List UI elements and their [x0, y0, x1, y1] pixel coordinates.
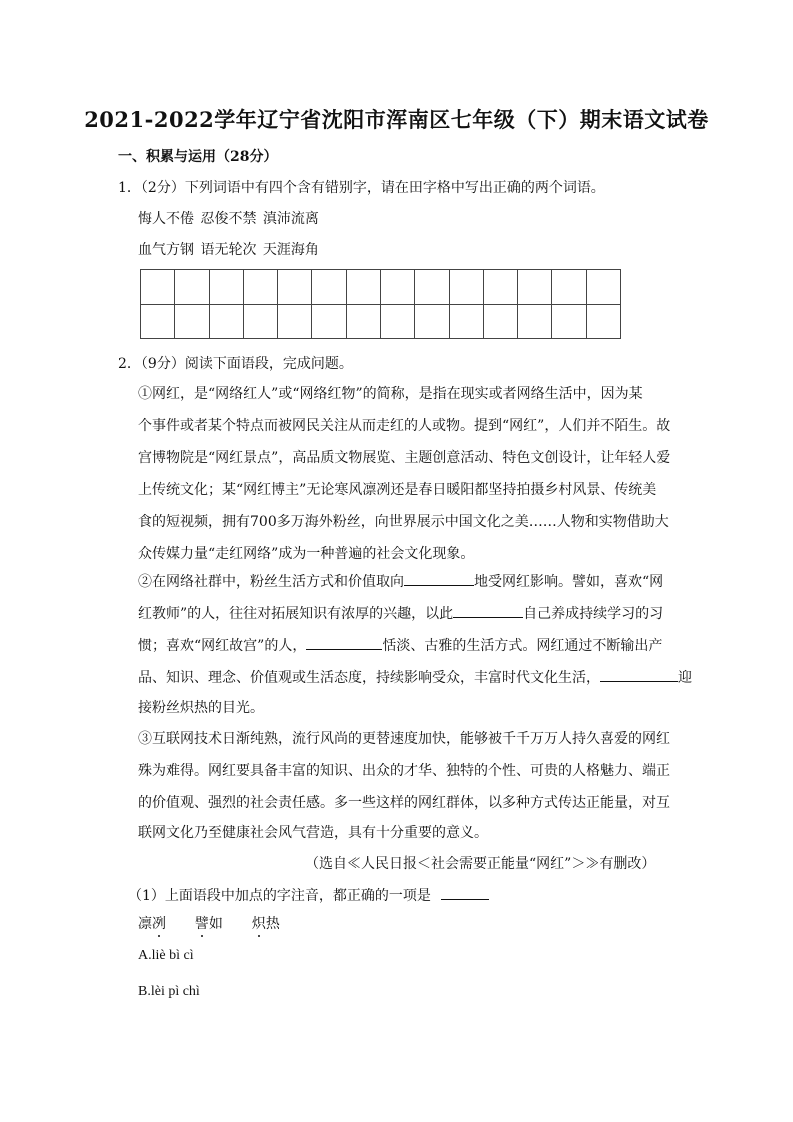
paragraph-2-line: ②在网络社群中，粉丝生活方式和价值取向 地受网红影响。譬如，喜欢“网 [138, 571, 663, 591]
answer-blank[interactable] [404, 571, 474, 586]
paragraph-1-line: 众传媒力量“走红网络”成为一种普遍的社会文化现象。 [138, 546, 475, 562]
section-heading: 一、积累与运用（28分） [118, 149, 278, 165]
subquestion-1: （1）上面语段中加点的字注音，都正确的一项是 [128, 885, 489, 905]
answer-blank[interactable] [453, 603, 523, 618]
paragraph-1-line: ①网红，是“网络红人”或“网络红物”的简称，是指在现实或者网络生活中，因为某 [138, 386, 643, 402]
question-1-words-line-2: 血气方钢 语无轮次 天涯海角 [138, 242, 319, 258]
paragraph-1-line: 宫博物院是“网红景点”，高品质文物展览、主题创意活动、特色文创设计，让年轻人爱 [138, 450, 671, 466]
question-1-words-line-1: 悔人不倦 忍俊不禁 滇沛流离 [138, 211, 319, 227]
paragraph-2-line: 红教师”的人，往往对拓展知识有浓厚的兴趣，以此 自己养成持续学习的习 [138, 603, 663, 623]
paragraph-2-line: 接粉丝炽热的目光。 [138, 700, 264, 716]
paragraph-1-line: 食的短视频，拥有700多万海外粉丝，向世界展示中国文化之美……人物和实物借助大 [138, 514, 669, 530]
source-citation: （选自≪人民日报＜社会需要正能量“网红”＞≫有删改） [305, 856, 656, 872]
dotted-word: 譬如 [194, 916, 223, 932]
option-a[interactable]: A.liè bì cì [138, 948, 194, 963]
paragraph-1-line: 上传统文化；某“网红博主”无论寒风凛冽还是春日暖阳都坚持拍摄乡村风景、传统美 [138, 482, 657, 498]
paragraph-3-line: 的价值观、强烈的社会责任感。多一些这样的网红群体，以多种方式传达正能量，对互 [138, 795, 670, 811]
paragraph-1-line: 个事件或者某个特点而被网民关注从而走红的人或物。提到“网红”，人们并不陌生。故 [138, 418, 671, 434]
paragraph-2-line: 惯；喜欢“网红故宫”的人， 恬淡、古雅的生活方式。网红通过不断输出产 [138, 635, 662, 655]
dotted-words [138, 913, 280, 933]
dotted-word: 凛冽 [138, 916, 166, 932]
answer-blank[interactable] [306, 635, 382, 650]
exam-title: 2021-2022学年辽宁省沈阳市浑南区七年级（下）期末语文试卷 [84, 107, 709, 132]
question-1-stem: 1．（2分）下列词语中有四个含有错别字，请在田字格中写出正确的两个词语。 [118, 180, 605, 196]
dotted-word: 炽热 [251, 916, 280, 932]
tianzige-grid[interactable] [140, 269, 621, 339]
paragraph-3-line: ③互联网技术日渐纯熟，流行风尚的更替速度加快，能够被千千万万人持久喜爱的网红 [138, 731, 670, 747]
question-2-stem: 2．（9分）阅读下面语段，完成问题。 [118, 356, 353, 372]
paragraph-3-line: 联网文化乃至健康社会风气营造，具有十分重要的意义。 [138, 825, 488, 841]
paragraph-3-line: 殊为难得。网红要具备丰富的知识、出众的才华、独特的个性、可贵的人格魅力、端正 [138, 763, 670, 779]
answer-blank[interactable] [441, 885, 489, 900]
paragraph-2-line: 品、知识、理念、价值观或生活态度，持续影响受众，丰富时代文化生活， 迎 [138, 667, 692, 687]
option-b[interactable]: B.lèi pì chì [138, 984, 200, 999]
answer-blank[interactable] [600, 667, 678, 682]
